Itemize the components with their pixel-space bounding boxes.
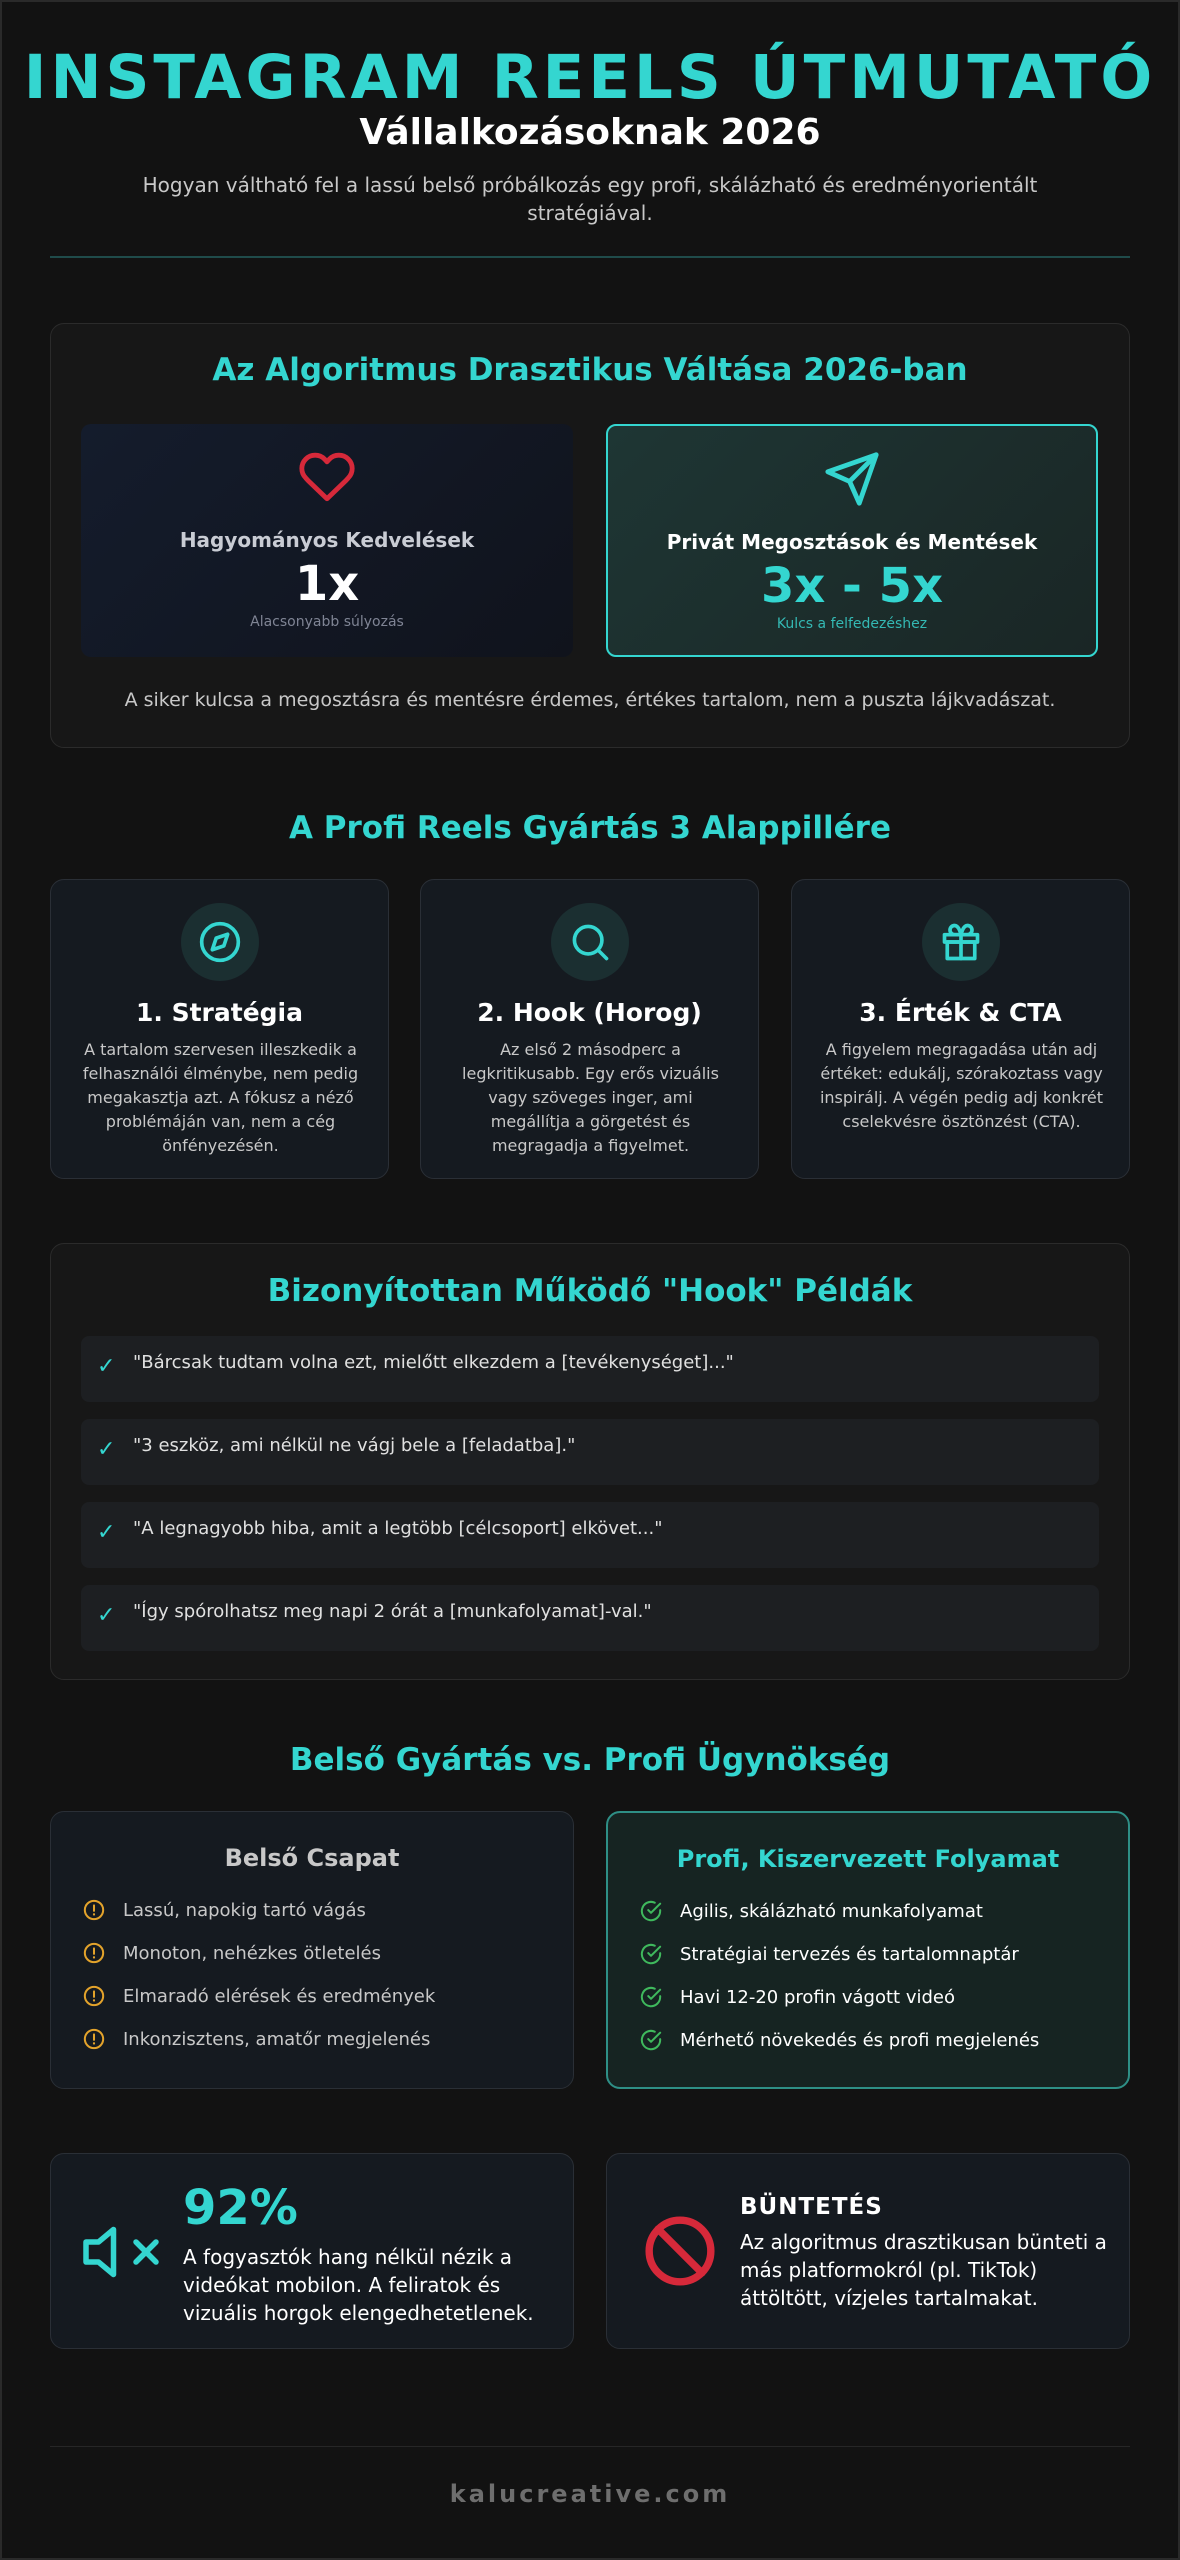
inhouse-title: Belső Csapat (224, 1844, 400, 1872)
pillar-card-strategy (50, 879, 389, 1179)
search-icon (551, 903, 629, 981)
inhouse-item-label: Monoton, nehézkes ötletelés (123, 1943, 381, 1964)
hook-text: "3 eszköz, ami nélkül ne vágj bele a [feladatba]." (133, 1435, 576, 1456)
agency-title: Profi, Kiszervezett Folyamat (676, 1845, 1060, 1873)
agency-card (606, 1811, 1130, 2089)
algorithm-panel (50, 323, 1130, 748)
pillar-card-value-cta (791, 879, 1130, 1179)
agency-item-label: Mérhető növekedés és profi megjelenés (680, 2030, 1040, 2051)
likes-card (81, 424, 573, 657)
mute-stat-card (50, 2153, 574, 2349)
mute-stat-text: A fogyasztók hang nélkül nézik a videókat mobilon. A feliratok és vizuális horgok elengedhetetlenek. (183, 2245, 534, 2325)
hooks-panel (50, 1243, 1130, 1680)
hook-text: "Így spórolhatsz meg napi 2 órát a [munkafolyamat]-val." (133, 1601, 652, 1622)
send-icon (608, 450, 1096, 510)
check-icon: ✓ (97, 1603, 116, 1628)
check-circle-icon (640, 1986, 662, 2008)
algorithm-heading: Az Algoritmus Drasztikus Váltása 2026-ban (212, 352, 968, 388)
check-icon: ✓ (97, 1354, 116, 1379)
hook-text: "Bárcsak tudtam volna ezt, mielőtt elkezdem a [tevékenységet]..." (133, 1352, 734, 1373)
agency-item-label: Stratégiai tervezés és tartalomnaptár (680, 1944, 1019, 1965)
ban-icon (643, 2214, 717, 2292)
likes-note: Alacsonyabb súlyozás (250, 614, 404, 630)
pillar-card-hook (420, 879, 759, 1179)
check-icon: ✓ (97, 1437, 116, 1462)
check-circle-icon (640, 1900, 662, 1922)
footer-divider (50, 2446, 1130, 2447)
pillar-text: A figyelem megragadása után adj értéket: edukálj, szórakoztass vagy inspirálj. A végén pedig adj konkrét cselekvésre ösztönzést (CTA). (819, 1040, 1104, 1131)
comparison-heading: Belső Gyártás vs. Profi Ügynökség (289, 1742, 891, 1778)
hook-item (81, 1585, 1099, 1651)
volume-mute-icon (81, 2222, 161, 2286)
hook-item (81, 1336, 1099, 1402)
alert-circle-icon (83, 2028, 105, 2050)
check-circle-icon (640, 2029, 662, 2051)
hook-item (81, 1419, 1099, 1485)
pillar-text: A tartalom szervesen illeszkedik a felhasználói élménybe, nem pedig megakasztja azt. A fókusz a néző problémáján van, nem a cég önfényezésén. (82, 1040, 359, 1155)
check-icon: ✓ (97, 1520, 116, 1545)
pillar-text: Az első 2 másodperc a legkritikusabb. Egy erős vizuális vagy szöveges inger, ami megállítja a görgetést és megragadja a figyelmet. (462, 1040, 719, 1155)
compass-icon (181, 903, 259, 981)
mute-stat-value: 92% (183, 2180, 298, 2236)
pillar-title: 1. Stratégia (136, 998, 303, 1027)
pillar-title: 3. Érték & CTA (859, 998, 1062, 1027)
inhouse-item-label: Lassú, napokig tartó vágás (123, 1900, 366, 1921)
hook-item (81, 1502, 1099, 1568)
footer-site: kalucreative.com (449, 2480, 731, 2508)
gift-icon (922, 903, 1000, 981)
inhouse-item-label: Inkonzisztens, amatőr megjelenés (123, 2029, 431, 2050)
algorithm-footer: A siker kulcsa a megosztásra és mentésre érdemes, értékes tartalom, nem a puszta lájkvadászat. (124, 689, 1056, 711)
alert-circle-icon (83, 1985, 105, 2007)
penalty-text: Az algoritmus drasztikusan bünteti a más platformokról (pl. TikTok) áttöltött, vízjeles tartalmakat. (740, 2230, 1107, 2310)
inhouse-team-card (50, 1811, 574, 2089)
alert-circle-icon (83, 1899, 105, 1921)
shares-card (606, 424, 1098, 657)
intro-text: Hogyan váltható fel a lassú belső próbálkozás egy profi, skálázható és eredményorientált stratégiával. (142, 173, 1038, 225)
pillars-heading: A Profi Reels Gyártás 3 Alappillére (289, 810, 891, 846)
pillar-title: 2. Hook (Horog) (477, 998, 702, 1027)
likes-value: 1x (294, 556, 360, 612)
shares-label: Privát Megosztások és Mentések (666, 530, 1038, 554)
shares-value: 3x - 5x (760, 558, 944, 614)
hook-text: "A legnagyobb hiba, amit a legtöbb [célcsoport] elkövet..." (133, 1518, 663, 1539)
penalty-card (606, 2153, 1130, 2349)
page-subtitle: Vállalkozásoknak 2026 (359, 112, 821, 153)
agency-item-label: Agilis, skálázható munkafolyamat (680, 1901, 983, 1922)
hooks-heading: Bizonyítottan Működő "Hook" Példák (267, 1273, 913, 1309)
alert-circle-icon (83, 1942, 105, 1964)
check-circle-icon (640, 1943, 662, 1965)
page-title: INSTAGRAM REELS ÚTMUTATÓ (23, 42, 1157, 113)
header-divider (50, 256, 1130, 258)
agency-item-label: Havi 12-20 profin vágott videó (680, 1987, 956, 2008)
penalty-title: BÜNTETÉS (740, 2194, 883, 2220)
inhouse-item-label: Elmaradó elérések és eredmények (123, 1986, 436, 2007)
shares-note: Kulcs a felfedezéshez (776, 616, 928, 632)
heart-icon (81, 448, 573, 508)
likes-label: Hagyományos Kedvelések (179, 528, 475, 552)
